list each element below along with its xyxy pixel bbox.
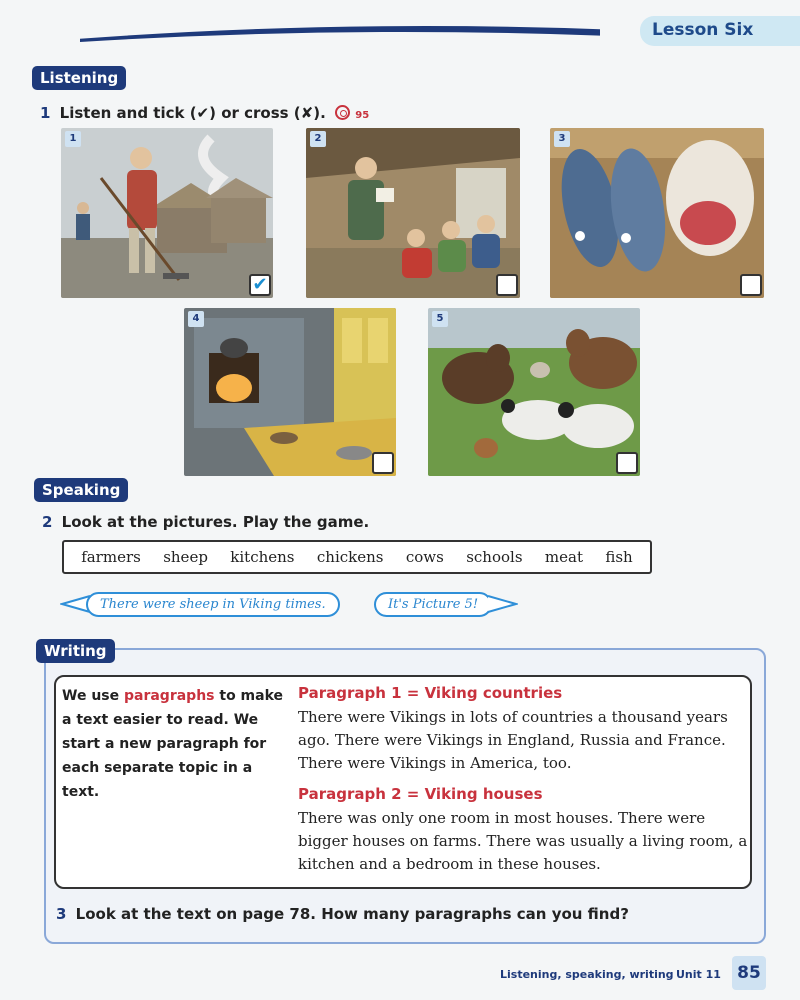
- instruction-text: Listen and tick (✔) or cross (✘).: [59, 104, 326, 122]
- tick-box[interactable]: [740, 274, 762, 296]
- question-text: Look at the text on page 78. How many paragraphs can you find?: [75, 905, 629, 923]
- exercise-number: 1: [40, 104, 51, 122]
- picture-number: 3: [554, 131, 570, 147]
- farmer-illustration: [61, 128, 273, 298]
- exercise-number: 2: [42, 513, 53, 531]
- speech-bubble-left: There were sheep in Viking times.: [86, 592, 340, 617]
- animals-illustration: [428, 308, 640, 476]
- page-number: 85: [732, 956, 766, 990]
- picture-5: [428, 308, 640, 476]
- word-box: [62, 540, 652, 574]
- word: fish: [605, 548, 633, 566]
- word: schools: [466, 548, 523, 566]
- fish-meat-illustration: [550, 128, 764, 298]
- word: sheep: [163, 548, 208, 566]
- exercise-2-instruction: [42, 513, 369, 531]
- word: meat: [544, 548, 583, 566]
- paragraph-1-text: There were Vikings in lots of countries a thousand years ago. There were Vikings in England, Russia and France. There were Vikings in America, too.: [298, 708, 728, 772]
- tick-box[interactable]: [496, 274, 518, 296]
- exercise-number: 3: [56, 905, 67, 923]
- picture-number: 2: [310, 131, 326, 147]
- info-text-start: We use: [62, 688, 124, 704]
- word: cows: [405, 548, 444, 566]
- tick-box[interactable]: ✔: [249, 274, 271, 296]
- picture-number: 4: [188, 311, 204, 327]
- writing-label: Writing: [36, 639, 115, 663]
- exercise-1-instruction: [40, 104, 369, 122]
- picture-1: [61, 128, 273, 298]
- kitchen-illustration: [184, 308, 396, 476]
- info-keyword: paragraphs: [123, 688, 215, 704]
- paragraph-2-text: There was only one room in most houses. There were bigger houses on farms. There was usually a living room, a kitchen and a bedroom in these houses.: [298, 809, 748, 873]
- info-text-end: to make a text easier to read. We start a new paragraph for each separate topic in a text.: [62, 688, 284, 800]
- speech-bubble-right: It's Picture 5!: [374, 592, 492, 617]
- picture-number: 1: [65, 131, 81, 147]
- lesson-title: Lesson Six: [652, 20, 754, 40]
- picture-3: [550, 128, 764, 298]
- tick-box[interactable]: [372, 452, 394, 474]
- word: farmers: [81, 548, 141, 566]
- exercise-3-question: [56, 905, 629, 923]
- paragraph-2-heading: Paragraph 2 = Viking houses: [298, 785, 543, 803]
- speech-bubble-tail-right: [486, 592, 518, 616]
- paragraph-info: [62, 684, 294, 804]
- picture-4: [184, 308, 396, 476]
- cd-icon[interactable]: [335, 105, 350, 120]
- footer-section: Listening, speaking, writing: [500, 968, 674, 981]
- track-number: 95: [355, 110, 370, 121]
- word: chickens: [316, 548, 384, 566]
- speaking-label: Speaking: [34, 478, 128, 502]
- paragraph-1-heading: Paragraph 1 = Viking countries: [298, 684, 563, 702]
- word: kitchens: [230, 548, 295, 566]
- listening-label: Listening: [32, 66, 126, 90]
- storyteller-illustration: [306, 128, 520, 298]
- picture-2: [306, 128, 520, 298]
- instruction-text: Look at the pictures. Play the game.: [61, 513, 370, 531]
- tick-box[interactable]: [616, 452, 638, 474]
- picture-number: 5: [432, 311, 448, 327]
- footer-unit: Unit 11: [676, 968, 721, 981]
